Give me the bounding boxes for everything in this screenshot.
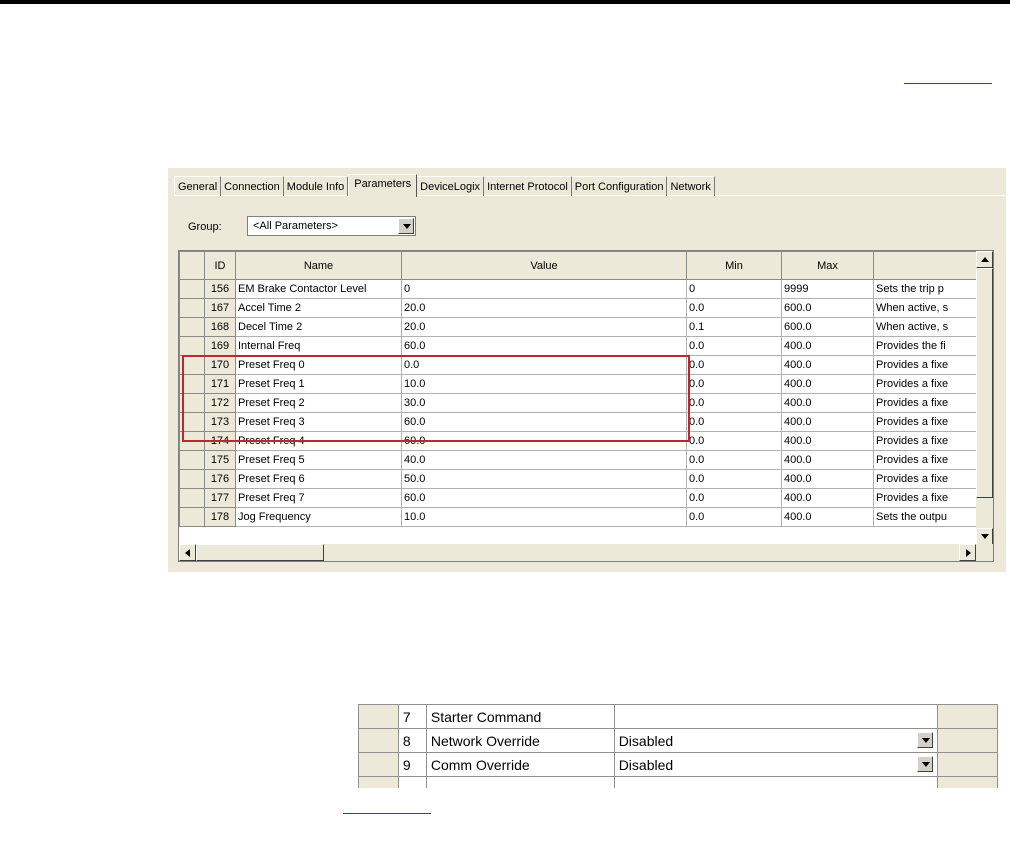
cell-id: 174 bbox=[205, 432, 236, 451]
table-row[interactable] bbox=[359, 705, 998, 729]
cell-value[interactable]: 10.0 bbox=[402, 508, 687, 527]
cell-name: Starter Command bbox=[426, 705, 614, 729]
cell-max: 400.0 bbox=[782, 470, 874, 489]
cell-extra bbox=[938, 705, 998, 729]
cell-name: Comm Override bbox=[426, 753, 614, 777]
group-select-value: <All Parameters> bbox=[253, 220, 338, 232]
scroll-left-icon[interactable] bbox=[179, 544, 196, 561]
cell-value[interactable] bbox=[614, 729, 937, 753]
cell-id: 173 bbox=[205, 413, 236, 432]
cell-max: 400.0 bbox=[782, 432, 874, 451]
cell-name: Preset Freq 6 bbox=[236, 470, 402, 489]
cell-value[interactable]: 60.0 bbox=[402, 489, 687, 508]
link-underline[interactable] bbox=[343, 813, 431, 814]
row-selector[interactable] bbox=[180, 451, 205, 470]
cell-name: Preset Freq 5 bbox=[236, 451, 402, 470]
row-selector[interactable] bbox=[180, 394, 205, 413]
cell-id: 156 bbox=[205, 280, 236, 299]
cell-min: 0.0 bbox=[687, 451, 782, 470]
cell-value[interactable]: 30.0 bbox=[402, 394, 687, 413]
tab-connection[interactable]: Connection bbox=[221, 176, 284, 196]
cell-description: Provides the fi bbox=[874, 337, 978, 356]
cell-id: 7 bbox=[398, 705, 426, 729]
horizontal-scrollbar[interactable] bbox=[179, 544, 993, 561]
cell-id: 170 bbox=[205, 356, 236, 375]
cell-id: 172 bbox=[205, 394, 236, 413]
cell-min: 0.0 bbox=[687, 413, 782, 432]
row-selector[interactable] bbox=[359, 729, 399, 753]
cell-value-text: Disabled bbox=[618, 732, 674, 749]
group-select[interactable] bbox=[247, 216, 416, 236]
parameters-grid-2 bbox=[358, 704, 998, 788]
cell-name: Network Override bbox=[426, 729, 614, 753]
row-selector[interactable] bbox=[180, 318, 205, 337]
table-row[interactable] bbox=[180, 413, 978, 432]
cell-max: 400.0 bbox=[782, 413, 874, 432]
cell-description: Sets the outpu bbox=[874, 508, 978, 527]
cell-description: Provides a fixe bbox=[874, 432, 978, 451]
cell-value[interactable]: 40.0 bbox=[402, 451, 687, 470]
row-selector[interactable] bbox=[180, 489, 205, 508]
row-selector[interactable] bbox=[180, 337, 205, 356]
table-row[interactable] bbox=[180, 451, 978, 470]
parameters-grid bbox=[178, 250, 994, 562]
row-selector[interactable] bbox=[180, 299, 205, 318]
scroll-down-icon[interactable] bbox=[976, 528, 993, 545]
cell-max: 400.0 bbox=[782, 489, 874, 508]
row-selector[interactable] bbox=[180, 280, 205, 299]
cell-id: 176 bbox=[205, 470, 236, 489]
cell-description: When active, s bbox=[874, 318, 978, 337]
cell-name: Preset Freq 1 bbox=[236, 375, 402, 394]
cell-id: 168 bbox=[205, 318, 236, 337]
cell-id: 178 bbox=[205, 508, 236, 527]
table-row[interactable] bbox=[180, 337, 978, 356]
tab-general[interactable]: General bbox=[174, 176, 221, 196]
column-header-min[interactable]: Min bbox=[687, 252, 782, 280]
cell-min: 0.0 bbox=[687, 356, 782, 375]
cell-max: 600.0 bbox=[782, 318, 874, 337]
cell-value[interactable]: 0 bbox=[402, 280, 687, 299]
table-row[interactable] bbox=[180, 394, 978, 413]
table-row[interactable] bbox=[180, 318, 978, 337]
row-selector-header bbox=[180, 252, 205, 280]
cell-description: Provides a fixe bbox=[874, 356, 978, 375]
group-label: Group: bbox=[188, 221, 222, 233]
cell-name: Preset Freq 2 bbox=[236, 394, 402, 413]
cell-max: 400.0 bbox=[782, 451, 874, 470]
cell-name bbox=[426, 777, 614, 789]
table-row[interactable] bbox=[180, 432, 978, 451]
horizontal-scroll-thumb[interactable] bbox=[196, 544, 324, 561]
tab-devicelogix[interactable]: DeviceLogix bbox=[417, 176, 484, 196]
cell-id: 169 bbox=[205, 337, 236, 356]
cell-max: 400.0 bbox=[782, 375, 874, 394]
cell-name: Decel Time 2 bbox=[236, 318, 402, 337]
table-row[interactable] bbox=[359, 753, 998, 777]
cell-value[interactable]: 60.0 bbox=[402, 432, 687, 451]
cell-value[interactable] bbox=[614, 753, 937, 777]
cell-max: 400.0 bbox=[782, 394, 874, 413]
cell-min: 0.0 bbox=[687, 394, 782, 413]
cell-name: Internal Freq bbox=[236, 337, 402, 356]
parameters-table-2 bbox=[358, 704, 998, 788]
column-header-name[interactable]: Name bbox=[236, 252, 402, 280]
row-selector[interactable] bbox=[180, 470, 205, 489]
cell-value[interactable]: 50.0 bbox=[402, 470, 687, 489]
cell-min: 0.0 bbox=[687, 470, 782, 489]
cell-min: 0.0 bbox=[687, 299, 782, 318]
table-row[interactable] bbox=[359, 729, 998, 753]
tab-parameters[interactable]: Parameters bbox=[348, 174, 417, 197]
cell-name: Jog Frequency bbox=[236, 508, 402, 527]
row-selector[interactable] bbox=[180, 508, 205, 527]
cell-min: 0.0 bbox=[687, 432, 782, 451]
cell-id: 175 bbox=[205, 451, 236, 470]
cell-min: 0.0 bbox=[687, 508, 782, 527]
cell-value[interactable]: 20.0 bbox=[402, 299, 687, 318]
cell-min: 0.0 bbox=[687, 375, 782, 394]
cell-description: When active, s bbox=[874, 299, 978, 318]
column-header-value[interactable]: Value bbox=[402, 252, 687, 280]
scroll-up-icon[interactable] bbox=[976, 251, 993, 268]
cell-description: Provides a fixe bbox=[874, 394, 978, 413]
row-selector[interactable] bbox=[359, 753, 399, 777]
cell-value[interactable] bbox=[614, 705, 937, 729]
table-row[interactable] bbox=[180, 280, 978, 299]
cell-name: Preset Freq 4 bbox=[236, 432, 402, 451]
cell-id: 177 bbox=[205, 489, 236, 508]
cell-value[interactable]: 60.0 bbox=[402, 337, 687, 356]
vertical-scrollbar[interactable] bbox=[976, 251, 993, 545]
scroll-right-icon[interactable] bbox=[959, 544, 976, 561]
cell-id: 171 bbox=[205, 375, 236, 394]
cell-description: Provides a fixe bbox=[874, 413, 978, 432]
column-header-description[interactable] bbox=[874, 252, 978, 280]
cell-description: Provides a fixe bbox=[874, 451, 978, 470]
cell-value-text: Disabled bbox=[618, 756, 674, 773]
row-selector[interactable] bbox=[180, 356, 205, 375]
parameters-table bbox=[179, 251, 978, 527]
cell-max: 400.0 bbox=[782, 508, 874, 527]
table-row[interactable] bbox=[180, 299, 978, 318]
tab-internet-protocol[interactable]: Internet Protocol bbox=[484, 176, 572, 196]
link-underline[interactable] bbox=[904, 83, 992, 84]
row-selector[interactable] bbox=[180, 432, 205, 451]
cell-name: EM Brake Contactor Level bbox=[236, 280, 402, 299]
cell-description: Sets the trip p bbox=[874, 280, 978, 299]
column-header-id[interactable]: ID bbox=[205, 252, 236, 280]
tab-module-info[interactable]: Module Info bbox=[284, 176, 348, 196]
cell-name: Accel Time 2 bbox=[236, 299, 402, 318]
cell-min: 0.0 bbox=[687, 489, 782, 508]
cell-description: Provides a fixe bbox=[874, 375, 978, 394]
cell-min: 0 bbox=[687, 280, 782, 299]
table-row[interactable] bbox=[180, 375, 978, 394]
cell-extra bbox=[938, 753, 998, 777]
cell-id: 167 bbox=[205, 299, 236, 318]
cell-min: 0.1 bbox=[687, 318, 782, 337]
table-row[interactable] bbox=[180, 508, 978, 527]
chevron-down-icon[interactable] bbox=[398, 218, 414, 234]
cell-description: Provides a fixe bbox=[874, 489, 978, 508]
parameters-dialog bbox=[168, 168, 1006, 572]
chevron-down-icon[interactable] bbox=[917, 756, 933, 772]
cell-value[interactable]: 20.0 bbox=[402, 318, 687, 337]
tab-network[interactable]: Network bbox=[667, 176, 714, 196]
vertical-scroll-thumb[interactable] bbox=[976, 268, 993, 498]
table-row[interactable] bbox=[180, 356, 978, 375]
cell-min: 0.0 bbox=[687, 337, 782, 356]
header-row bbox=[180, 252, 978, 280]
cell-value[interactable]: 60.0 bbox=[402, 413, 687, 432]
cell-id bbox=[398, 777, 426, 789]
cell-max: 9999 bbox=[782, 280, 874, 299]
cell-value[interactable]: 0.0 bbox=[402, 356, 687, 375]
cell-id: 9 bbox=[398, 753, 426, 777]
column-header-max[interactable]: Max bbox=[782, 252, 874, 280]
row-selector bbox=[359, 777, 399, 789]
cell-id: 8 bbox=[398, 729, 426, 753]
cell-extra bbox=[938, 777, 998, 789]
row-selector[interactable] bbox=[180, 375, 205, 394]
cell-max: 400.0 bbox=[782, 356, 874, 375]
tab-strip bbox=[174, 174, 715, 196]
table-row[interactable] bbox=[180, 489, 978, 508]
cell-description: Provides a fixe bbox=[874, 470, 978, 489]
cell-value[interactable]: 10.0 bbox=[402, 375, 687, 394]
cell-max: 400.0 bbox=[782, 337, 874, 356]
cell-value bbox=[614, 777, 937, 789]
cell-extra bbox=[938, 729, 998, 753]
tab-port-configuration[interactable]: Port Configuration bbox=[572, 176, 668, 196]
top-rule bbox=[0, 0, 1010, 4]
cell-name: Preset Freq 3 bbox=[236, 413, 402, 432]
cell-name: Preset Freq 7 bbox=[236, 489, 402, 508]
cell-name: Preset Freq 0 bbox=[236, 356, 402, 375]
row-selector[interactable] bbox=[180, 413, 205, 432]
cell-max: 600.0 bbox=[782, 299, 874, 318]
table-row[interactable] bbox=[180, 470, 978, 489]
table-row bbox=[359, 777, 998, 789]
row-selector[interactable] bbox=[359, 705, 399, 729]
chevron-down-icon[interactable] bbox=[917, 732, 933, 748]
